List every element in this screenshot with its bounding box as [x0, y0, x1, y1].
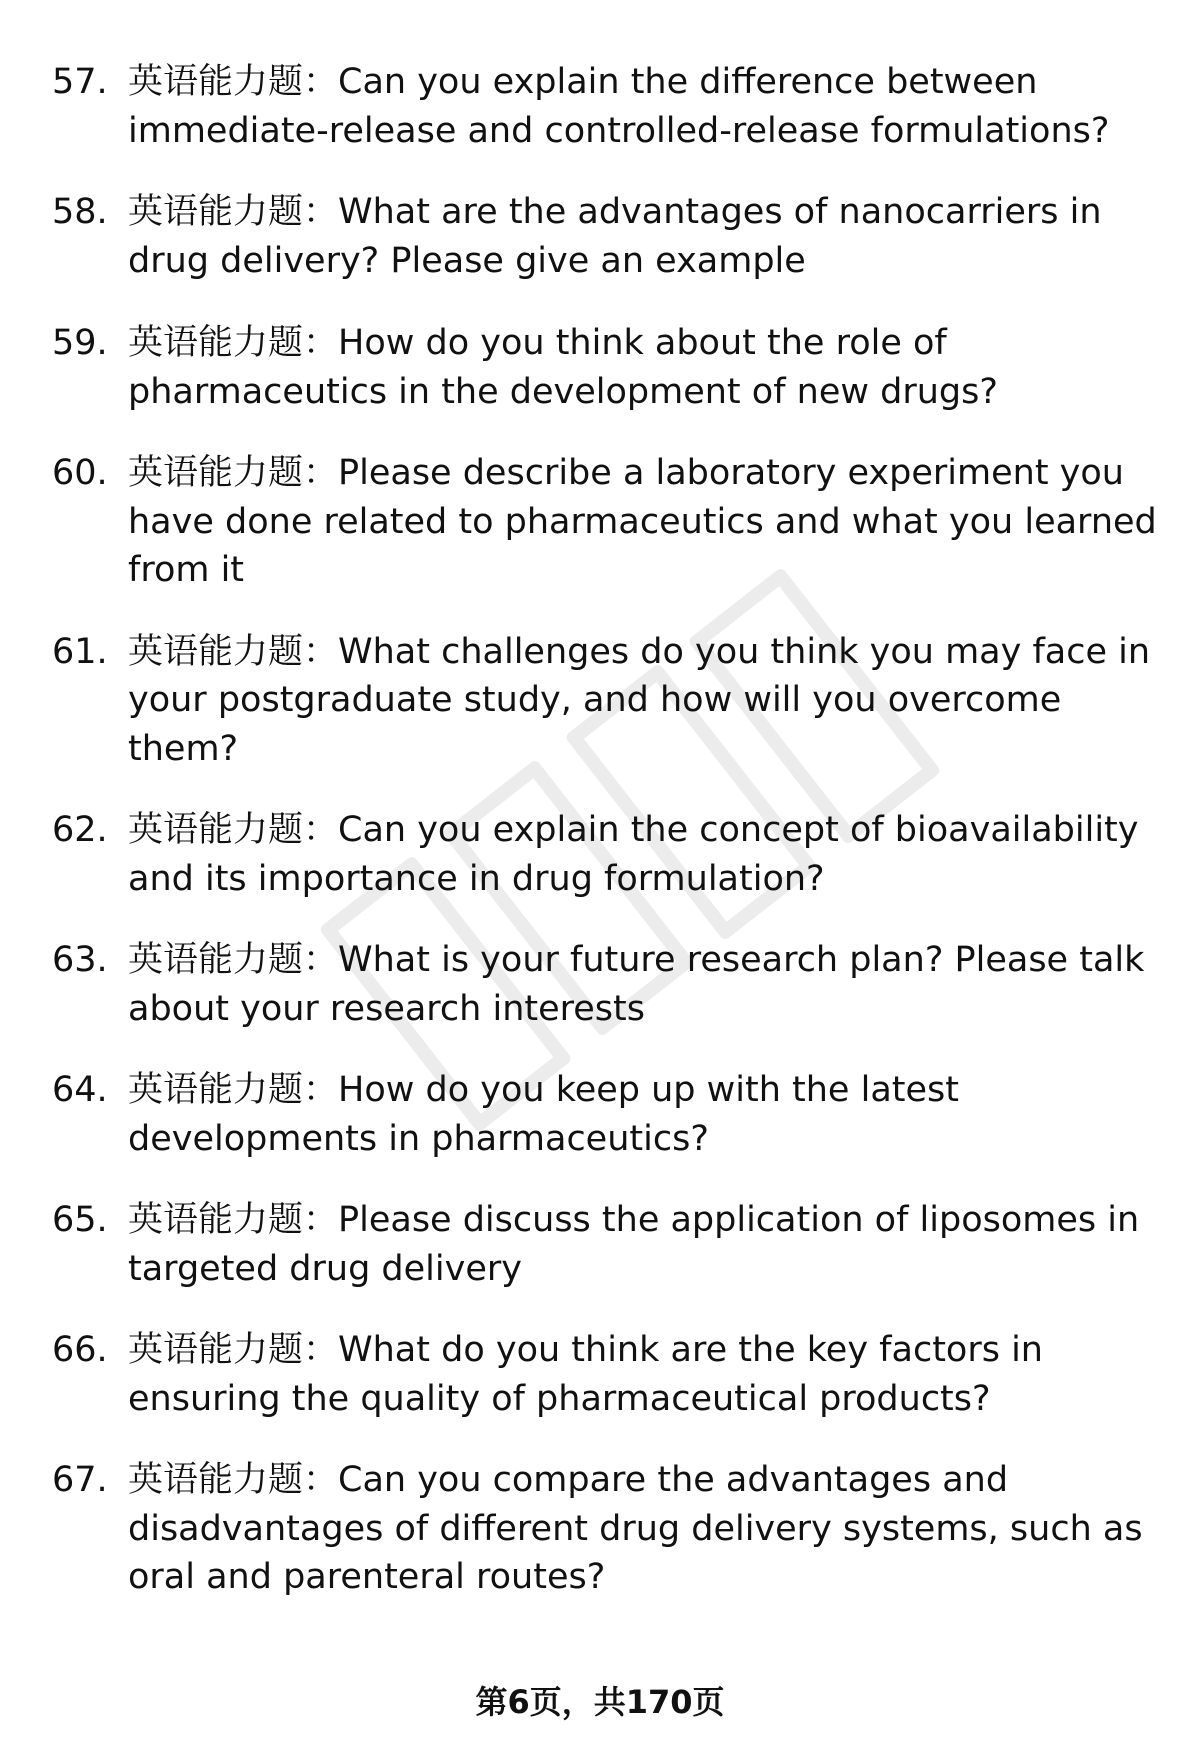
question-body: [128, 1326, 1162, 1423]
list-item: [52, 188, 1162, 285]
list-item: [52, 1196, 1162, 1293]
question-number: 67.: [52, 1460, 108, 1500]
question-number: 60.: [52, 453, 108, 493]
question-body: [128, 319, 1162, 416]
question-text: What are the advantages of nanocarriers in drug delivery? Please give an example: [128, 192, 1102, 281]
list-item: [52, 628, 1162, 774]
page-number: 第6页，共170页: [475, 1683, 725, 1721]
question-number: 57.: [52, 62, 108, 102]
question-number: 61.: [52, 631, 108, 672]
question-category: 英语能力题：: [128, 940, 339, 980]
question-text: Please discuss the application of liposomes in targeted drug delivery: [128, 1200, 1140, 1289]
question-body: [128, 188, 1162, 285]
question-number: 59.: [52, 323, 108, 363]
question-category: 英语能力题：: [128, 1330, 339, 1370]
question-body: [128, 449, 1162, 595]
list-item: [52, 1456, 1162, 1602]
question-category: 英语能力题：: [128, 631, 339, 672]
question-text: What is your future research plan? Please talk about your research interests: [128, 940, 1145, 1029]
question-body: [128, 628, 1162, 774]
question-body: [128, 58, 1162, 155]
question-category: 英语能力题：: [128, 1070, 339, 1110]
question-body: [128, 936, 1162, 1033]
question-text: Can you explain the concept of bioavailability and its importance in drug formulation?: [128, 810, 1139, 899]
question-number: 66.: [52, 1330, 108, 1370]
question-category: 英语能力题：: [128, 810, 339, 850]
list-item: [52, 449, 1162, 595]
question-category: 英语能力题：: [128, 192, 339, 232]
question-body: [128, 1066, 1162, 1163]
question-text: Can you compare the advantages and disadvantages of different drug delivery systems, such as oral and parenteral routes?: [128, 1460, 1143, 1597]
question-body: [128, 806, 1162, 903]
question-text: Can you explain the difference between immediate-release and controlled-release formulations?: [128, 62, 1110, 151]
question-number: 65.: [52, 1200, 108, 1240]
list-item: [52, 319, 1162, 416]
list-item: [52, 936, 1162, 1033]
question-category: 英语能力题：: [128, 1460, 339, 1500]
question-category: 英语能力题：: [128, 323, 339, 363]
question-text: How do you keep up with the latest developments in pharmaceutics?: [128, 1070, 959, 1159]
question-number: 63.: [52, 940, 108, 980]
question-text: What challenges do you think you may face in your postgraduate study, and how will you overcome them?: [128, 631, 1151, 769]
question-body: [128, 1456, 1162, 1602]
question-category: 英语能力题：: [128, 62, 339, 102]
list-item: [52, 1066, 1162, 1163]
list-item: [52, 58, 1162, 155]
list-item: [52, 1326, 1162, 1423]
question-category: 英语能力题：: [128, 453, 339, 493]
question-number: 64.: [52, 1070, 108, 1110]
list-item: [52, 806, 1162, 903]
question-text: Please describe a laboratory experiment you have done related to pharmaceutics and what you learned from it: [128, 453, 1157, 590]
question-category: 英语能力题：: [128, 1200, 339, 1240]
question-number: 58.: [52, 192, 108, 232]
question-body: [128, 1196, 1162, 1293]
question-list: [52, 58, 1162, 1635]
question-text: How do you think about the role of pharmaceutics in the development of new drugs?: [128, 323, 998, 412]
question-number: 62.: [52, 810, 108, 850]
question-text: What do you think are the key factors in ensuring the quality of pharmaceutical products?: [128, 1330, 1043, 1419]
